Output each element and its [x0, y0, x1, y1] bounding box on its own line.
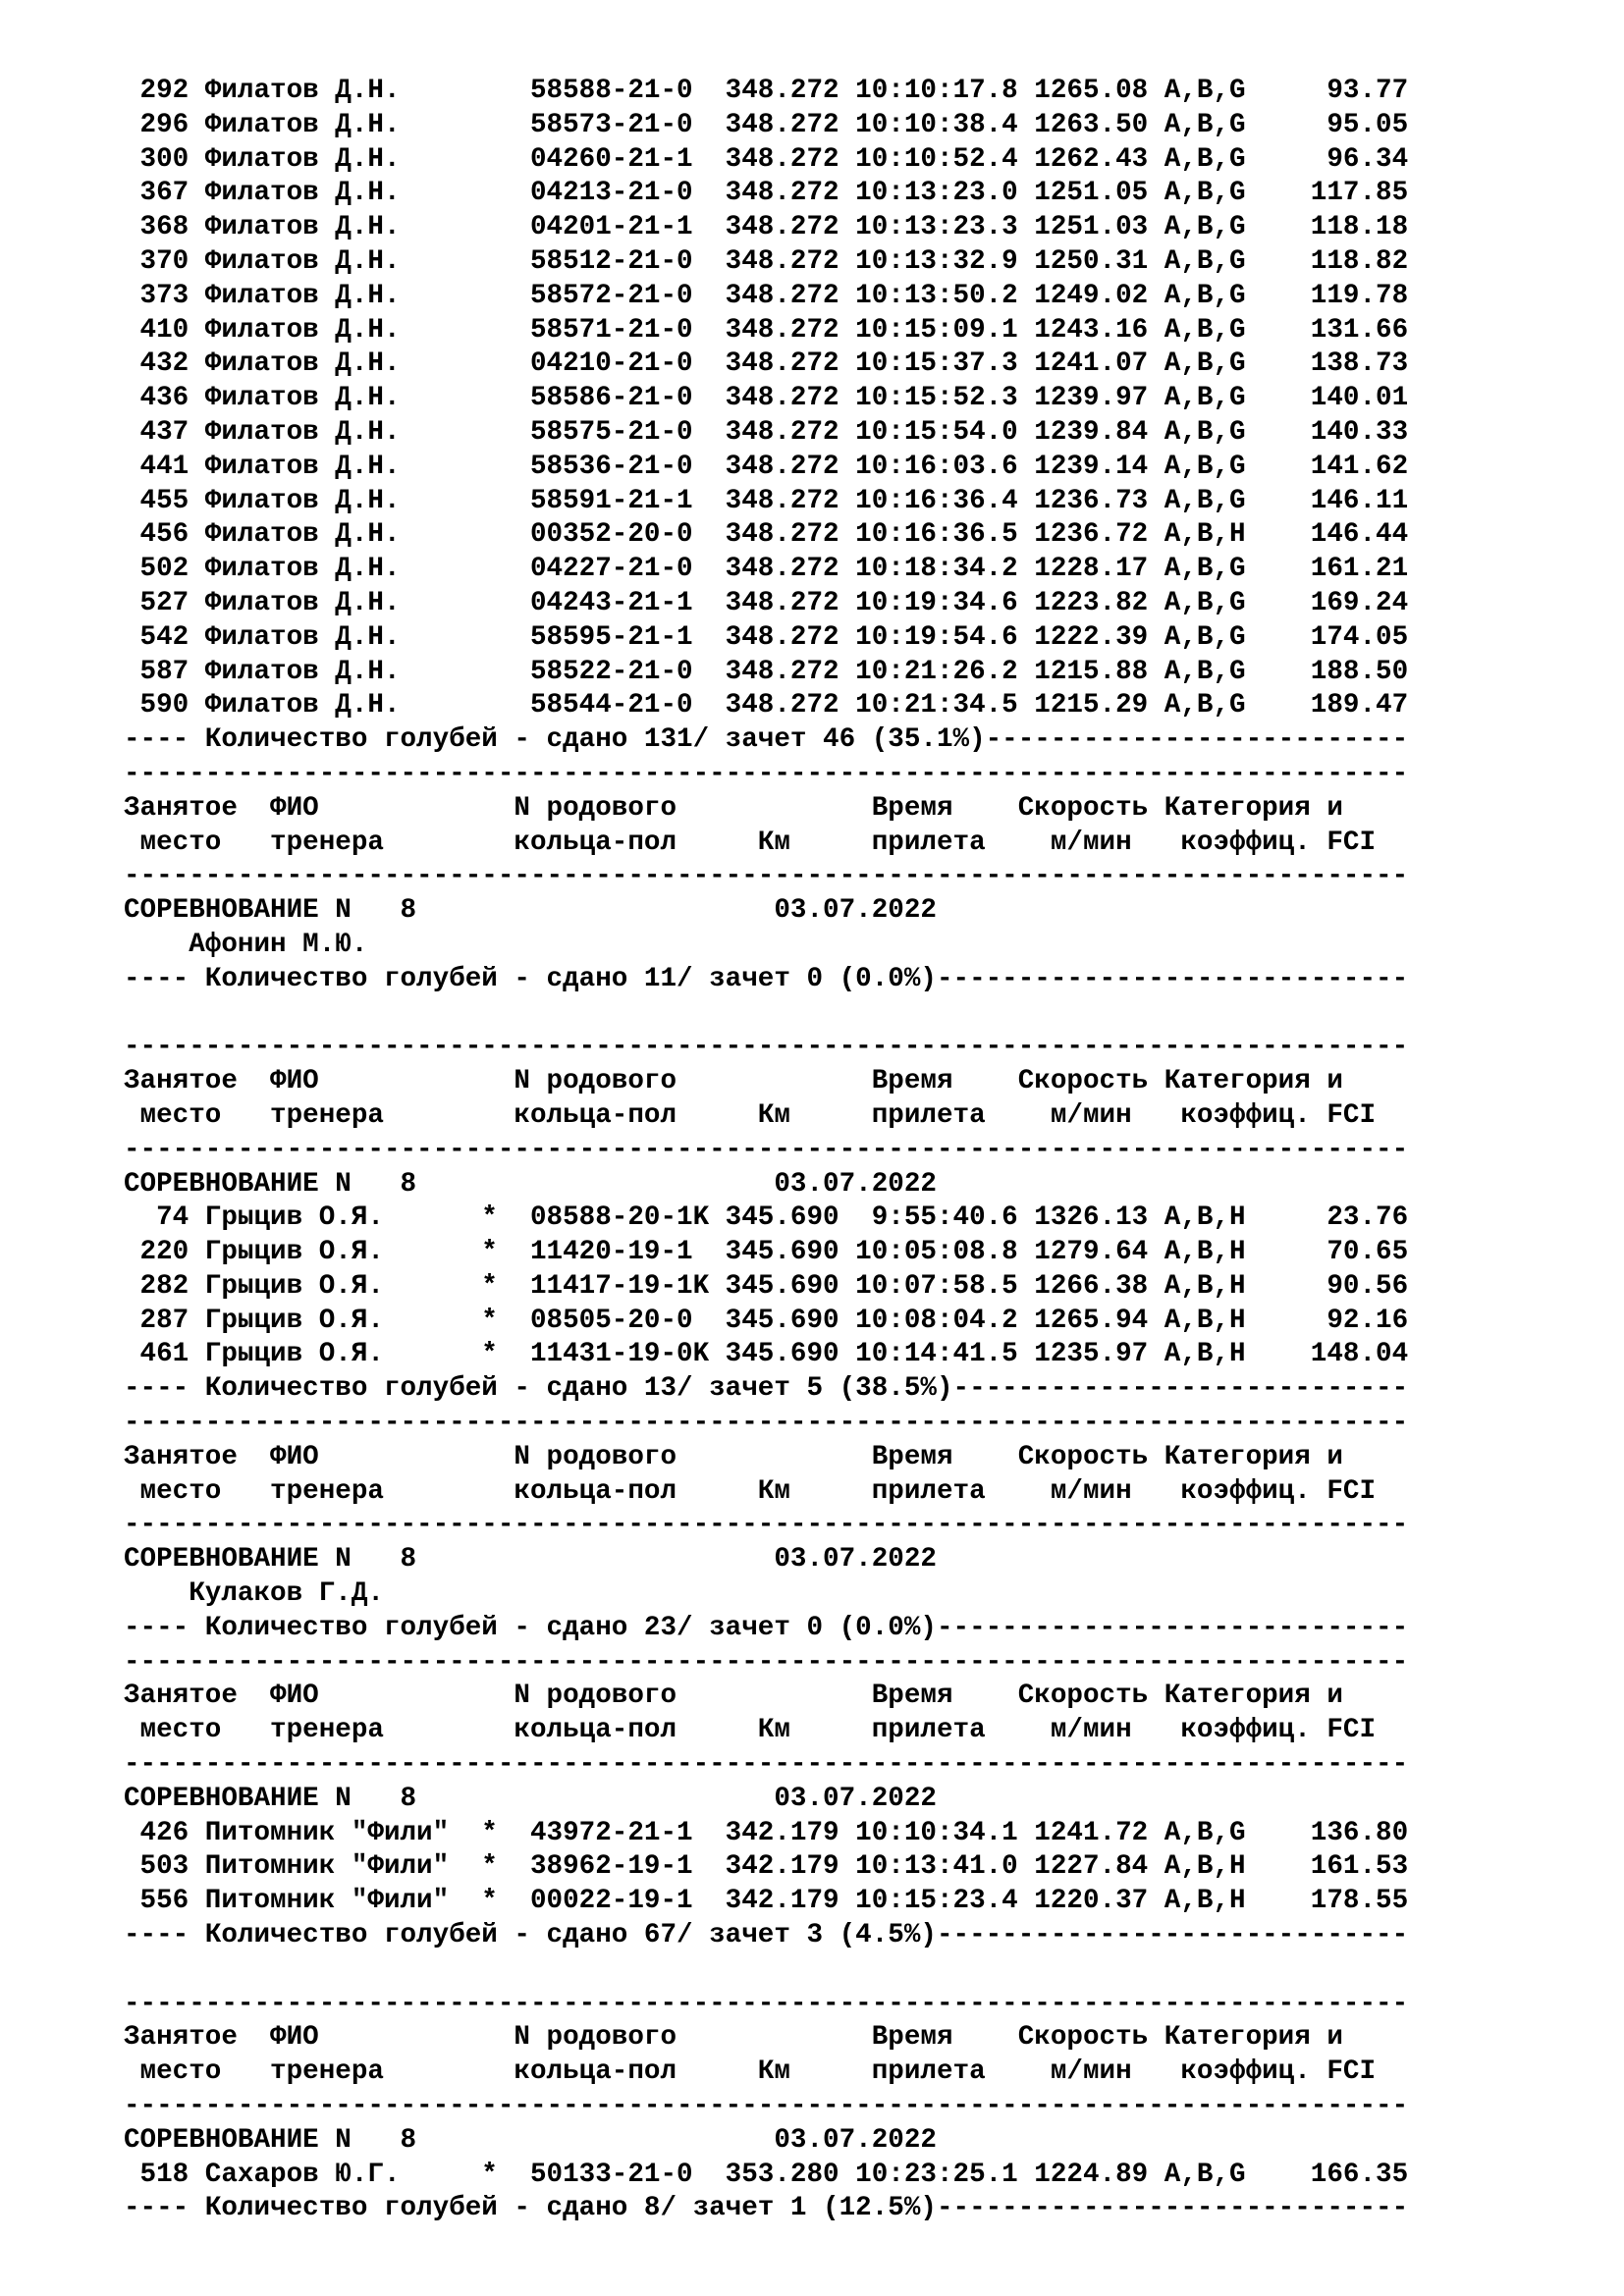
divider: ------------------------------------------------------------------------------- [124, 1408, 1409, 1439]
result-row: 370 Филатов Д.Н. 58512-21-0 348.272 10:13:32.9 1250.31 A,B,G 118.82 [124, 245, 1409, 277]
trainer-name: Кулаков Г.Д. [124, 1578, 384, 1610]
result-row: 373 Филатов Д.Н. 58572-21-0 348.272 10:13:50.2 1249.02 A,B,G 119.78 [124, 280, 1409, 311]
result-row: 542 Филатов Д.Н. 58595-21-1 348.272 10:19:54.6 1222.39 A,B,G 174.05 [124, 621, 1409, 653]
column-header-sub: место тренера кольца-пол Км прилета м/мин коэффиц. FCI [124, 2056, 1377, 2088]
summary-line: ---- Количество голубей - сдано 11/ зачет 0 (0.0%)----------------------------- [124, 963, 1409, 994]
race-results-report [124, 75, 1408, 2226]
result-row: 367 Филатов Д.Н. 04213-21-0 348.272 10:13:23.0 1251.05 A,B,G 117.85 [124, 178, 1409, 209]
blank-line [124, 997, 1408, 1032]
result-row: 587 Филатов Д.Н. 58522-21-0 348.272 10:21:26.2 1215.88 A,B,G 188.50 [124, 656, 1409, 687]
result-row: 556 Питомник "Фили" * 00022-19-1 342.179 10:15:23.4 1220.37 A,B,H 178.55 [124, 1886, 1409, 1917]
result-row: 300 Филатов Д.Н. 04260-21-1 348.272 10:10:52.4 1262.43 A,B,G 96.34 [124, 143, 1409, 175]
column-header-sub: место тренера кольца-пол Км прилета м/мин коэффиц. FCI [124, 1475, 1377, 1507]
divider: ------------------------------------------------------------------------------- [124, 861, 1409, 892]
result-row: 502 Филатов Д.Н. 04227-21-0 348.272 10:18:34.2 1228.17 A,B,G 161.21 [124, 554, 1409, 585]
divider: ------------------------------------------------------------------------------- [124, 1646, 1409, 1678]
result-row: 590 Филатов Д.Н. 58544-21-0 348.272 10:21:34.5 1215.29 A,B,G 189.47 [124, 690, 1409, 721]
trainer-name: Афонин М.Ю. [124, 929, 368, 960]
result-row: 292 Филатов Д.Н. 58588-21-0 348.272 10:10:17.8 1265.08 A,B,G 93.77 [124, 76, 1409, 106]
divider: ------------------------------------------------------------------------------- [124, 1988, 1409, 2019]
summary-line: ---- Количество голубей - сдано 67/ зачет 3 (4.5%)----------------------------- [124, 1920, 1409, 1951]
result-row: 441 Филатов Д.Н. 58536-21-0 348.272 10:16:03.6 1239.14 A,B,G 141.62 [124, 451, 1409, 482]
result-row: 518 Сахаров Ю.Г. * 50133-21-0 353.280 10:23:25.1 1224.89 A,B,G 166.35 [124, 2159, 1409, 2190]
result-row: 436 Филатов Д.Н. 58586-21-0 348.272 10:15:52.3 1239.97 A,B,G 140.01 [124, 383, 1409, 414]
column-header: Занятое ФИО N родового Время Скорость Категория и [124, 1681, 1343, 1712]
divider: ------------------------------------------------------------------------------- [124, 1510, 1409, 1541]
summary-line: ---- Количество голубей - сдано 131/ зачет 46 (35.1%)-------------------------- [124, 724, 1409, 756]
column-header: Занятое ФИО N родового Время Скорость Категория и [124, 2022, 1343, 2054]
competition-title: СОРЕВНОВАНИЕ N 8 03.07.2022 [124, 2124, 937, 2156]
result-row: 410 Филатов Д.Н. 58571-21-0 348.272 10:15:09.1 1243.16 A,B,G 131.66 [124, 314, 1409, 346]
result-row: 456 Филатов Д.Н. 00352-20-0 348.272 10:16:36.5 1236.72 A,B,H 146.44 [124, 519, 1409, 551]
column-header: Занятое ФИО N родового Время Скорость Категория и [124, 1441, 1343, 1472]
divider: ------------------------------------------------------------------------------- [124, 1749, 1409, 1781]
result-row: 503 Питомник "Фили" * 38962-19-1 342.179 10:13:41.0 1227.84 A,B,H 161.53 [124, 1851, 1409, 1883]
summary-line: ---- Количество голубей - сдано 23/ зачет 0 (0.0%)----------------------------- [124, 1612, 1409, 1643]
result-row: 296 Филатов Д.Н. 58573-21-0 348.272 10:10:38.4 1263.50 A,B,G 95.05 [124, 109, 1409, 140]
result-row: 432 Филатов Д.Н. 04210-21-0 348.272 10:15:37.3 1241.07 A,B,G 138.73 [124, 348, 1409, 380]
divider: ------------------------------------------------------------------------------- [124, 758, 1409, 789]
column-header: Занятое ФИО N родового Время Скорость Категория и [124, 792, 1343, 824]
divider: ------------------------------------------------------------------------------- [124, 1134, 1409, 1165]
result-row: 74 Грыцив О.Я. * 08588-20-1K 345.690 9:55:40.6 1326.13 A,B,H 23.76 [124, 1202, 1409, 1234]
result-row: 437 Филатов Д.Н. 58575-21-0 348.272 10:15:54.0 1239.84 A,B,G 140.33 [124, 416, 1409, 448]
competition-title: СОРЕВНОВАНИЕ N 8 03.07.2022 [124, 1783, 937, 1814]
column-header-sub: место тренера кольца-пол Км прилета м/мин коэффиц. FCI [124, 827, 1377, 858]
competition-title: СОРЕВНОВАНИЕ N 8 03.07.2022 [124, 895, 937, 927]
result-row: 527 Филатов Д.Н. 04243-21-1 348.272 10:19:34.6 1223.82 A,B,G 169.24 [124, 587, 1409, 618]
competition-title: СОРЕВНОВАНИЕ N 8 03.07.2022 [124, 1544, 937, 1575]
divider: ------------------------------------------------------------------------------- [124, 1032, 1409, 1063]
summary-line: ---- Количество голубей - сдано 8/ зачет 1 (12.5%)----------------------------- [124, 2193, 1409, 2224]
result-row: 368 Филатов Д.Н. 04201-21-1 348.272 10:13:23.3 1251.03 A,B,G 118.18 [124, 212, 1409, 243]
competition-title: СОРЕВНОВАНИЕ N 8 03.07.2022 [124, 1168, 937, 1200]
column-header-sub: место тренера кольца-пол Км прилета м/мин коэффиц. FCI [124, 1099, 1377, 1131]
column-header: Занятое ФИО N родового Время Скорость Категория и [124, 1066, 1343, 1097]
result-row: 282 Грыцив О.Я. * 11417-19-1K 345.690 10:07:58.5 1266.38 A,B,H 90.56 [124, 1270, 1409, 1302]
summary-line: ---- Количество голубей - сдано 13/ зачет 5 (38.5%)---------------------------- [124, 1373, 1409, 1405]
column-header-sub: место тренера кольца-пол Км прилета м/мин коэффиц. FCI [124, 1715, 1377, 1746]
result-row: 455 Филатов Д.Н. 58591-21-1 348.272 10:16:36.4 1236.73 A,B,G 146.11 [124, 485, 1409, 516]
result-row: 426 Питомник "Фили" * 43972-21-1 342.179 10:10:34.1 1241.72 A,B,G 136.80 [124, 1817, 1409, 1848]
result-row: 287 Грыцив О.Я. * 08505-20-0 345.690 10:08:04.2 1265.94 A,B,H 92.16 [124, 1305, 1409, 1336]
blank-line [124, 1953, 1408, 1988]
result-row: 461 Грыцив О.Я. * 11431-19-0K 345.690 10:14:41.5 1235.97 A,B,H 148.04 [124, 1339, 1409, 1370]
divider: ------------------------------------------------------------------------------- [124, 2091, 1409, 2122]
result-row: 220 Грыцив О.Я. * 11420-19-1 345.690 10:05:08.8 1279.64 A,B,H 70.65 [124, 1237, 1409, 1268]
